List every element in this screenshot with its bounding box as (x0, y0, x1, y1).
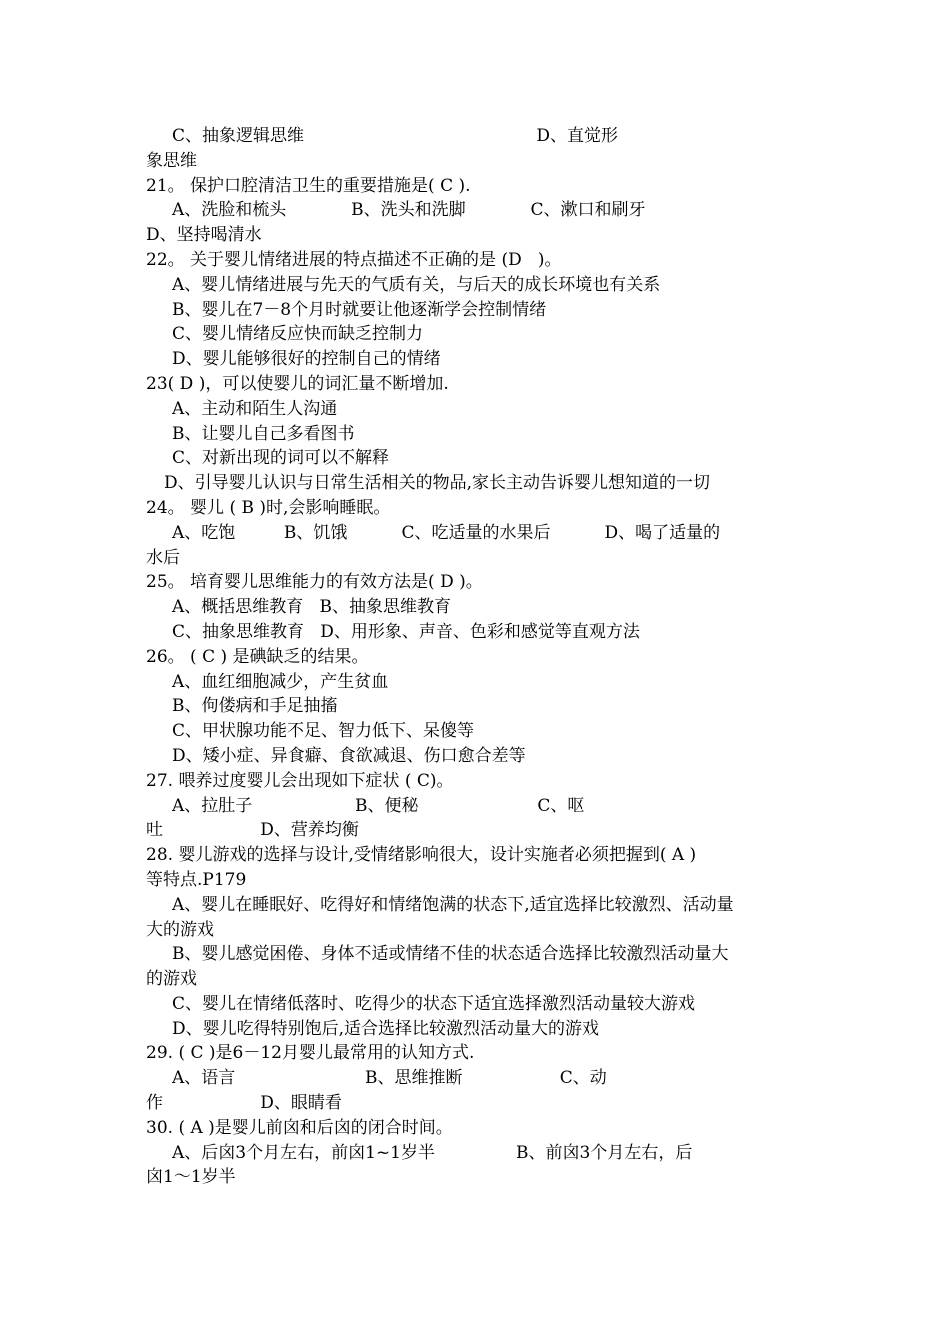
question-26: 26。 ( C ) 是碘缺乏的结果。 (146, 646, 369, 667)
option-line: D、婴儿吃得特别饱后,适合选择比较激烈活动量大的游戏 (172, 1018, 600, 1039)
question-29: 29. ( C )是6－12月婴儿最常用的认知方式. (146, 1043, 475, 1064)
option-line: D、坚持喝清水 (146, 225, 262, 246)
option-line: D、矮小症、异食癖、食欲减退、伤口愈合差等 (172, 745, 526, 766)
question-27: 27. 喂养过度婴儿会出现如下症状 ( C)。 (146, 770, 454, 791)
option-line: D、婴儿能够很好的控制自己的情绪 (172, 349, 441, 370)
option-line: C、婴儿情绪反应快而缺乏控制力 (172, 324, 424, 345)
option-line: 作 D、眼睛看 (146, 1093, 342, 1114)
question-23: 23( D )，可以使婴儿的词汇量不断增加. (146, 373, 449, 394)
option-line: A、婴儿在睡眠好、吃得好和情绪饱满的状态下,适宜选择比较激烈、活动量 (172, 894, 734, 915)
text-line: 的游戏 (146, 969, 197, 990)
option-line: C、对新出现的词可以不解释 (172, 448, 390, 469)
question-24: 24。 婴儿 ( B )时,会影响睡眠。 (146, 497, 391, 518)
question-22: 22。 关于婴儿情绪进展的特点描述不正确的是 (D )。 (146, 249, 562, 270)
question-25: 25。 培育婴儿思维能力的有效方法是( D )。 (146, 572, 483, 593)
option-line: C、甲状腺功能不足、智力低下、呆傻等 (172, 721, 475, 742)
question-30: 30. ( A )是婴儿前囟和后囟的闭合时间。 (146, 1117, 453, 1138)
text-line: 水后 (146, 547, 180, 568)
option-line: B、婴儿感觉困倦、身体不适或情绪不佳的状态适合选择比较激烈活动量大 (172, 944, 729, 965)
option-line: A、后囟3个月左右，前囟1~1岁半 B、前囟3个月左右，后 (172, 1142, 693, 1163)
option-line: 吐 D、营养均衡 (146, 820, 359, 841)
option-line: C、婴儿在情绪低落时、吃得少的状态下适宜选择激烈活动量较大游戏 (172, 993, 696, 1014)
document-body (146, 124, 806, 1190)
option-line: B、佝偻病和手足抽搐 (172, 696, 338, 717)
option-line: A、主动和陌生人沟通 (172, 398, 338, 419)
text-line: 象思维 (146, 150, 197, 171)
text-line: 大的游戏 (146, 919, 214, 940)
option-line: B、婴儿在7－8个月时就要让他逐渐学会控制情绪 (172, 299, 547, 320)
option-line: B、让婴儿自己多看图书 (172, 423, 355, 444)
text-line: 囟1～1岁半 (146, 1167, 236, 1188)
option-line: A、洗脸和梳头 B、洗头和洗脚 C、漱口和刷牙 (172, 200, 646, 221)
text-line: 等特点.P179 (146, 869, 247, 890)
option-line: A、婴儿情绪进展与先天的气质有关，与后天的成长环境也有关系 (172, 274, 661, 295)
option-line: A、吃饱 B、饥饿 C、吃适量的水果后 D、喝了适量的 (172, 522, 721, 543)
question-28: 28. 婴儿游戏的选择与设计,受情绪影响很大，设计实施者必须把握到( A ) (146, 845, 697, 866)
option-line: A、拉肚子 B、便秘 C、呕 (172, 795, 585, 816)
option-line: C、抽象逻辑思维 D、直觉形 (172, 126, 619, 146)
question-21: 21。 保护口腔清洁卫生的重要措施是( C ). (146, 175, 471, 196)
option-line: C、抽象思维教育 D、用形象、声音、色彩和感觉等直观方法 (172, 621, 640, 642)
option-line: A、语言 B、思维推断 C、动 (172, 1068, 607, 1089)
option-line: D、引导婴儿认识与日常生活相关的物品,家长主动告诉婴儿想知道的一切 (164, 473, 711, 494)
option-line: A、血红细胞减少，产生贫血 (172, 671, 389, 692)
option-line: A、概括思维教育 B、抽象思维教育 (172, 597, 451, 618)
